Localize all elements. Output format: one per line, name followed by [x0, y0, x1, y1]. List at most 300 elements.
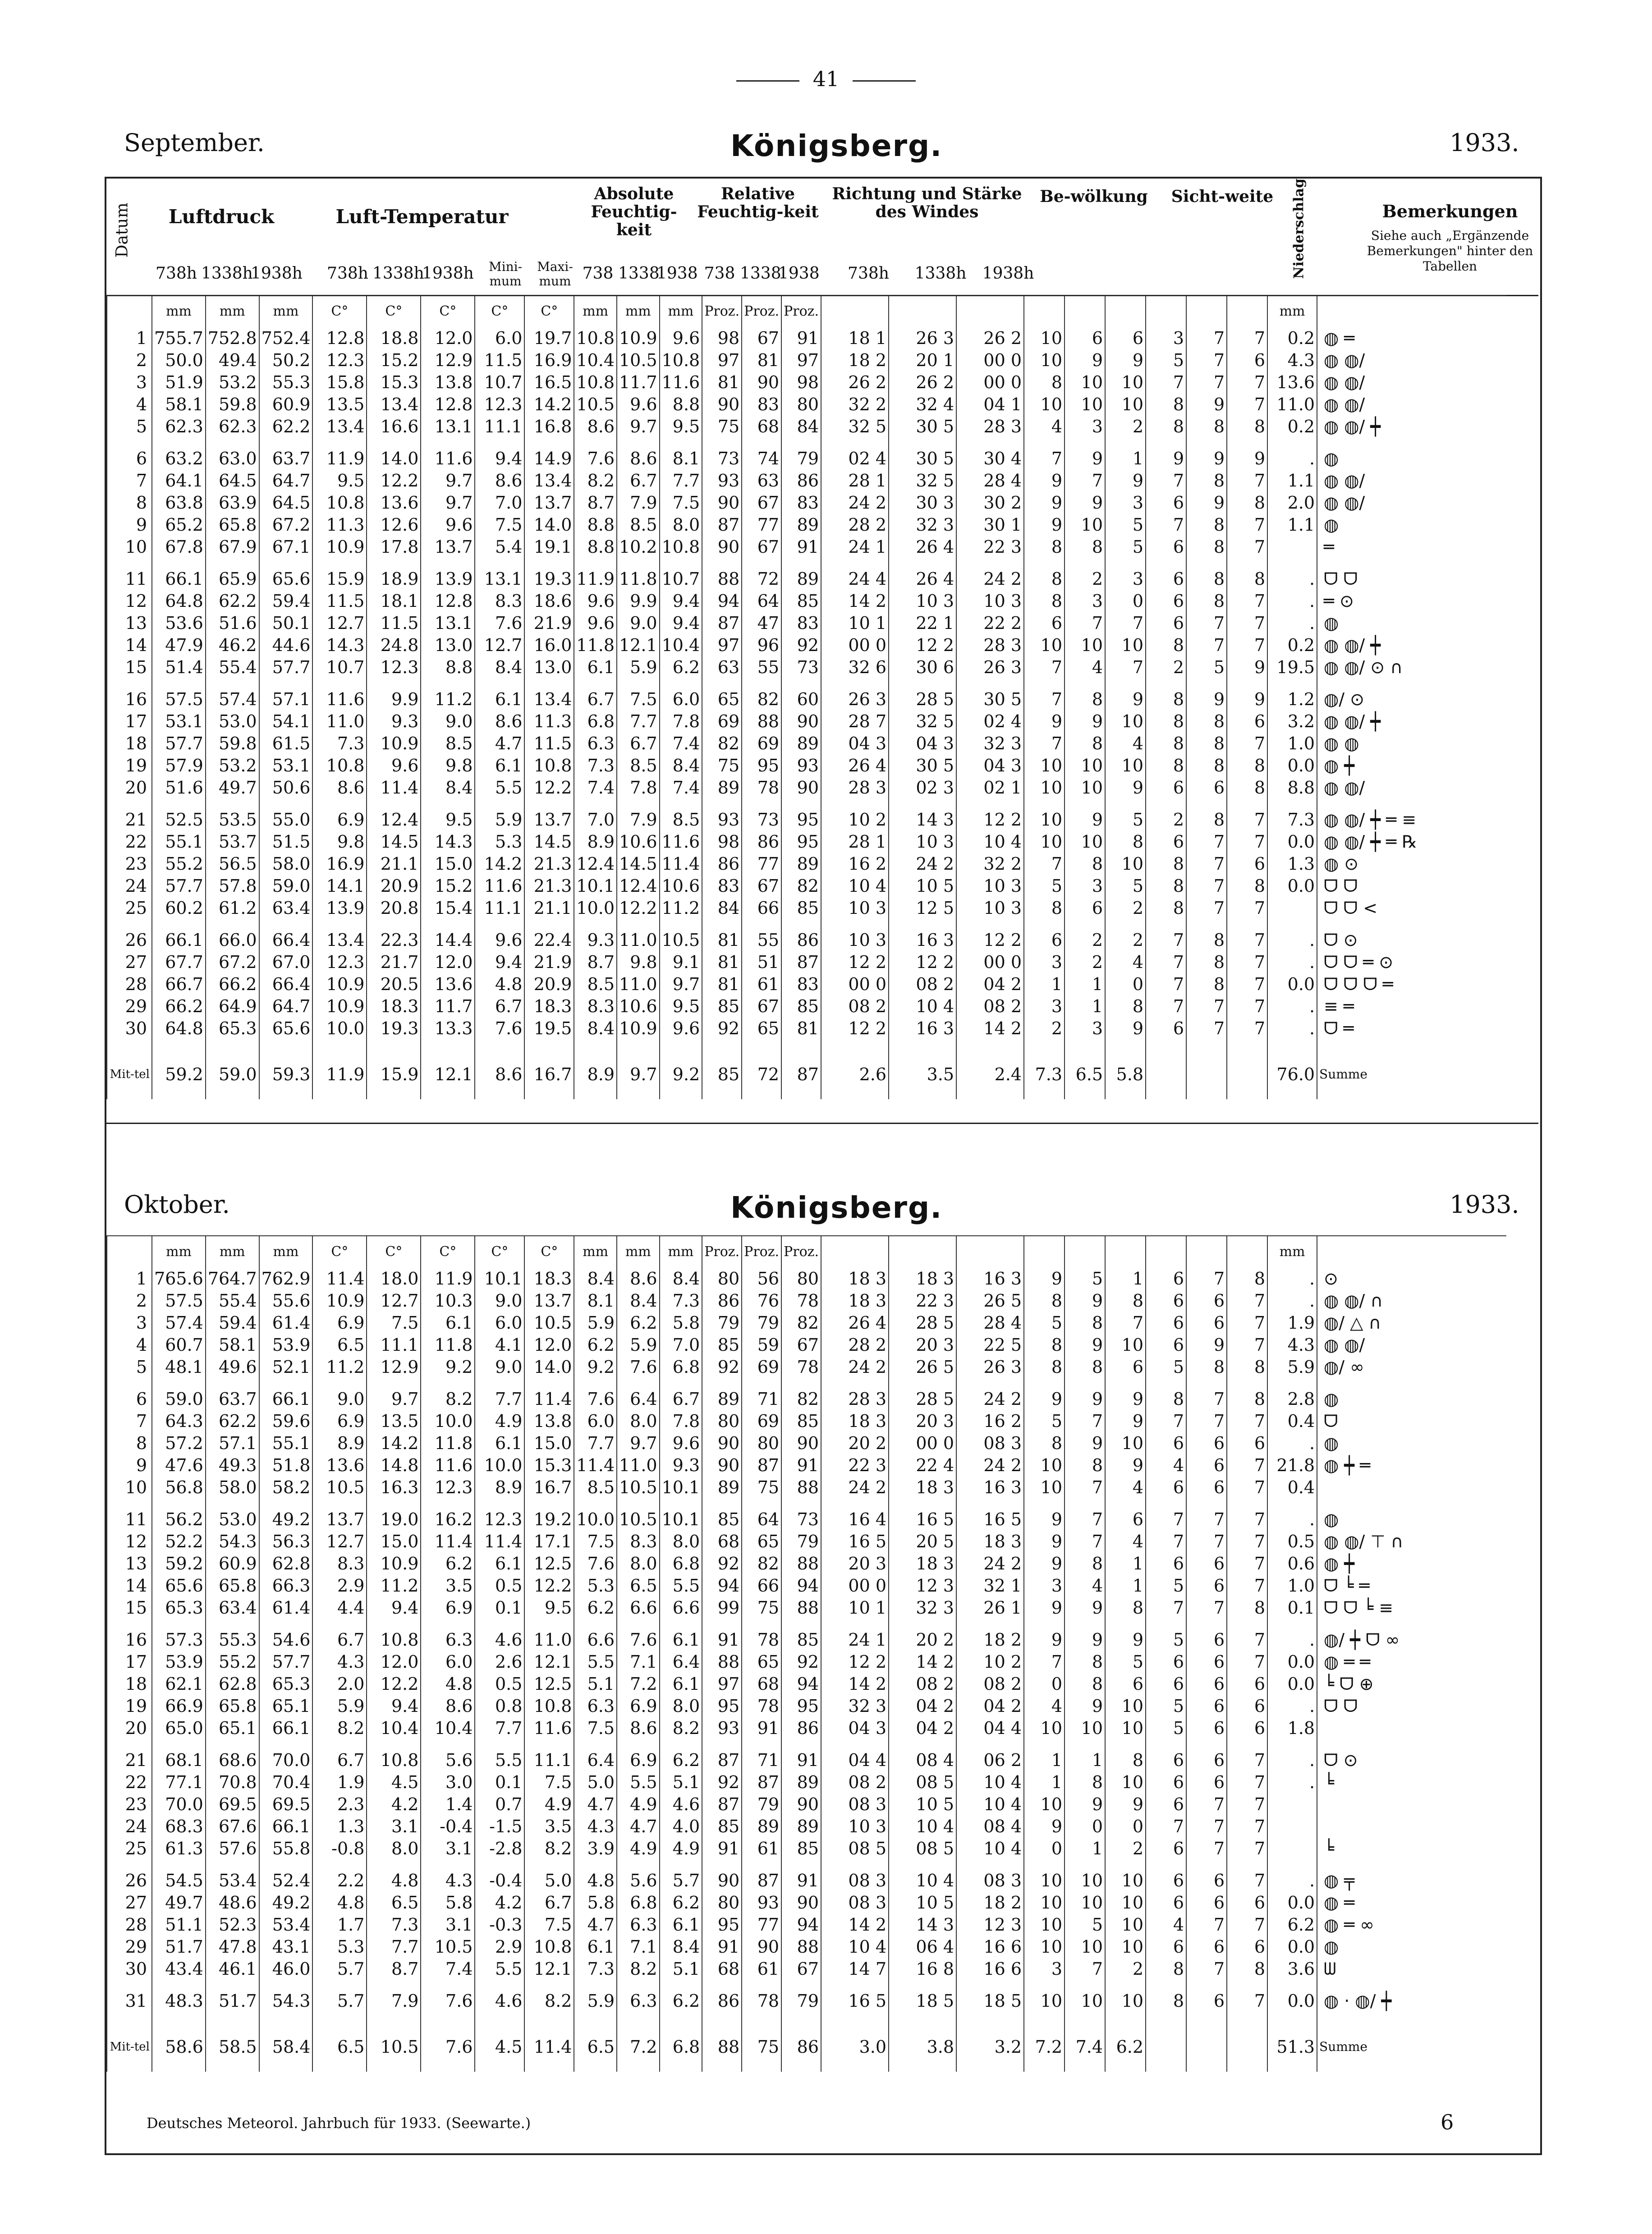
value-cell: 9.5: [524, 1597, 574, 1619]
value-cell: 88: [702, 568, 742, 590]
day-cell: 23: [107, 853, 152, 875]
value-cell: 11.7: [421, 995, 475, 1018]
group-spacer: [107, 438, 1506, 448]
value-cell: 22 3: [821, 1454, 889, 1477]
value-cell: 10: [1065, 372, 1105, 394]
value-cell: 55.3: [259, 372, 313, 394]
value-cell: 2: [1146, 656, 1186, 679]
value-cell: 11.5: [475, 349, 524, 372]
sub-rel-1938: 1938: [778, 264, 820, 283]
unit-cell: [821, 1236, 889, 1268]
value-cell: 9.4: [367, 1597, 421, 1619]
value-cell: 7: [1146, 1531, 1186, 1553]
value-cell: 61: [742, 973, 781, 995]
value-cell: 00 0: [821, 973, 889, 995]
september-table: [106, 295, 1506, 1099]
value-cell: 24.8: [367, 634, 421, 656]
value-cell: 8.2: [574, 470, 617, 492]
value-cell: 8.5: [617, 514, 660, 536]
value-cell: 47.8: [206, 1936, 259, 1958]
value-cell: 61.4: [259, 1597, 313, 1619]
value-cell: 80: [702, 1410, 742, 1432]
value-cell: 7.4: [660, 733, 702, 755]
table-row: [107, 1794, 1506, 1816]
value-cell: 9: [1065, 1388, 1105, 1410]
value-cell: .: [1267, 590, 1317, 612]
table-row: [107, 1553, 1506, 1575]
value-cell: 18.3: [367, 995, 421, 1018]
value-cell: 6.7: [617, 470, 660, 492]
value-cell: 0.2: [1267, 327, 1317, 349]
value-cell: 10: [1065, 1717, 1105, 1739]
value-cell: 7: [1186, 1268, 1227, 1290]
value-cell: 0.8: [475, 1695, 524, 1717]
value-cell: 10.8: [574, 372, 617, 394]
value-cell: 7: [1227, 1838, 1267, 1860]
value-cell: 8.4: [475, 656, 524, 679]
value-cell: 9: [1105, 688, 1146, 711]
value-cell: 8.0: [660, 1531, 702, 1553]
value-cell: 8.6: [574, 416, 617, 438]
value-cell: 59: [742, 1334, 781, 1356]
value-cell: 2: [1105, 897, 1146, 919]
table-row: [107, 875, 1506, 897]
value-cell: 6.5: [312, 1334, 367, 1356]
value-cell: 5.1: [574, 1673, 617, 1695]
value-cell: 9: [1186, 448, 1227, 470]
value-cell: 59.2: [152, 1553, 206, 1575]
value-cell: 5.9: [475, 809, 524, 831]
day-cell: 28: [107, 973, 152, 995]
value-cell: 90: [702, 1454, 742, 1477]
value-cell: 10.7: [475, 372, 524, 394]
value-cell: 8: [1227, 1356, 1267, 1378]
value-cell: 08 4: [956, 1816, 1024, 1838]
table-row: [107, 1870, 1506, 1892]
unit-cell: C°: [524, 295, 574, 327]
value-cell: 10.8: [574, 327, 617, 349]
mean-value: [1146, 1050, 1186, 1099]
value-cell: 8.5: [660, 809, 702, 831]
value-cell: 15.3: [524, 1454, 574, 1477]
value-cell: 57.2: [152, 1432, 206, 1454]
value-cell: 90: [742, 372, 781, 394]
value-cell: 14.8: [367, 1454, 421, 1477]
col-abs-feucht: Absolute Feuchtig-keit: [591, 184, 677, 239]
value-cell: 63.8: [152, 492, 206, 514]
value-cell: 65.3: [259, 1673, 313, 1695]
sub-abs-1338: 1338: [618, 264, 660, 283]
value-cell: 55.3: [206, 1629, 259, 1651]
value-cell: 8: [1146, 875, 1186, 897]
value-cell: 9.8: [312, 831, 367, 853]
value-cell: 10.1: [475, 1268, 524, 1290]
value-cell: 9: [1024, 1388, 1065, 1410]
value-cell: 10 4: [956, 1794, 1024, 1816]
value-cell: 6: [1186, 1312, 1227, 1334]
value-cell: 7: [1227, 1816, 1267, 1838]
value-cell: 7.4: [574, 777, 617, 799]
value-cell: 10: [1105, 1717, 1146, 1739]
value-cell: 9: [1105, 1629, 1146, 1651]
value-cell: 12.3: [367, 656, 421, 679]
value-cell: 11.3: [524, 711, 574, 733]
value-cell: 65.9: [206, 568, 259, 590]
value-cell: 7.5: [475, 514, 524, 536]
value-cell: 10: [1105, 372, 1146, 394]
value-cell: 80: [742, 1432, 781, 1454]
value-cell: 8: [1227, 755, 1267, 777]
value-cell: 00 0: [956, 372, 1024, 394]
value-cell: 8: [1105, 995, 1146, 1018]
value-cell: 1.9: [312, 1771, 367, 1794]
value-cell: 90: [702, 394, 742, 416]
table-row: [107, 1914, 1506, 1936]
value-cell: 97: [702, 349, 742, 372]
value-cell: 13.8: [421, 372, 475, 394]
remark-cell: ᗜ ⊙: [1317, 1749, 1506, 1771]
value-cell: 11.2: [367, 1575, 421, 1597]
value-cell: 6.1: [660, 1914, 702, 1936]
value-cell: 10: [1105, 755, 1146, 777]
value-cell: 7: [1024, 1651, 1065, 1673]
day-cell: 28: [107, 1914, 152, 1936]
value-cell: 32 6: [821, 656, 889, 679]
value-cell: 2: [1105, 1958, 1146, 1980]
value-cell: 6.7: [574, 688, 617, 711]
value-cell: 7: [1227, 951, 1267, 973]
table-row: [107, 1531, 1506, 1553]
value-cell: 10: [1024, 327, 1065, 349]
value-cell: 8: [1065, 1454, 1105, 1477]
value-cell: 9.3: [367, 711, 421, 733]
sub-temp-1338h: 1338h: [372, 264, 424, 283]
remark-cell: ═: [1317, 536, 1506, 558]
value-cell: 9.5: [312, 470, 367, 492]
value-cell: 8: [1105, 1290, 1146, 1312]
value-cell: 10 4: [956, 1771, 1024, 1794]
value-cell: 18.3: [524, 1268, 574, 1290]
value-cell: 9.0: [475, 1356, 524, 1378]
value-cell: 8.6: [617, 448, 660, 470]
value-cell: 20.9: [367, 875, 421, 897]
value-cell: 90: [781, 1432, 821, 1454]
value-cell: 8: [1146, 634, 1186, 656]
value-cell: 0.0: [1267, 755, 1317, 777]
value-cell: .: [1267, 1432, 1317, 1454]
mean-value: 6.5: [1065, 1050, 1105, 1099]
value-cell: 59.6: [259, 1410, 313, 1432]
value-cell: 16 2: [821, 853, 889, 875]
value-cell: 7: [1024, 656, 1065, 679]
value-cell: 2.9: [475, 1936, 524, 1958]
value-cell: 91: [781, 1454, 821, 1477]
value-cell: 8: [1024, 568, 1065, 590]
value-cell: 10.1: [660, 1477, 702, 1499]
value-cell: 8.8: [574, 536, 617, 558]
value-cell: 16.6: [367, 416, 421, 438]
value-cell: 3: [1065, 875, 1105, 897]
value-cell: 22 2: [956, 612, 1024, 634]
value-cell: 9.8: [421, 755, 475, 777]
value-cell: 26 2: [821, 372, 889, 394]
value-cell: 5: [1146, 1575, 1186, 1597]
value-cell: 32 3: [889, 514, 956, 536]
value-cell: 70.4: [259, 1771, 313, 1794]
value-cell: 5.6: [617, 1870, 660, 1892]
unit-cell: [1065, 1236, 1105, 1268]
value-cell: 10.9: [312, 536, 367, 558]
day-cell: 29: [107, 1936, 152, 1958]
value-cell: 12.3: [312, 951, 367, 973]
day-cell: 19: [107, 1695, 152, 1717]
value-cell: 18 3: [889, 1268, 956, 1290]
value-cell: 10: [1024, 1454, 1065, 1477]
value-cell: 79: [702, 1312, 742, 1334]
value-cell: 9.5: [660, 995, 702, 1018]
value-cell: 83: [781, 612, 821, 634]
value-cell: 57.7: [152, 875, 206, 897]
day-cell: 19: [107, 755, 152, 777]
value-cell: 8.4: [574, 1268, 617, 1290]
value-cell: 97: [702, 634, 742, 656]
value-cell: 7.0: [475, 492, 524, 514]
value-cell: 56.8: [152, 1477, 206, 1499]
value-cell: [1267, 1794, 1317, 1816]
mean-value: 59.0: [206, 1050, 259, 1099]
mean-value: 86: [781, 2022, 821, 2072]
value-cell: 7: [1024, 733, 1065, 755]
value-cell: 2: [1065, 951, 1105, 973]
value-cell: 7.5: [524, 1771, 574, 1794]
value-cell: 56.5: [206, 853, 259, 875]
value-cell: 79: [781, 448, 821, 470]
value-cell: 6: [1186, 777, 1227, 799]
unit-cell: C°: [367, 1236, 421, 1268]
value-cell: 9: [1065, 1629, 1105, 1651]
value-cell: 8: [1024, 590, 1065, 612]
value-cell: 66: [742, 897, 781, 919]
unit-cell: [1186, 295, 1227, 327]
value-cell: 24 1: [821, 1629, 889, 1651]
value-cell: 3: [1065, 416, 1105, 438]
value-cell: 8.8: [660, 394, 702, 416]
value-cell: 02 4: [956, 711, 1024, 733]
value-cell: 14.4: [421, 929, 475, 951]
value-cell: 9.6: [574, 612, 617, 634]
value-cell: 16 5: [956, 1509, 1024, 1531]
value-cell: 67.1: [259, 536, 313, 558]
value-cell: 12.4: [367, 809, 421, 831]
value-cell: 8.9: [475, 1477, 524, 1499]
value-cell: 6: [1227, 1892, 1267, 1914]
value-cell: 28 3: [956, 634, 1024, 656]
remark-cell: ◍ ═: [1317, 1892, 1506, 1914]
mean-value: 3.8: [889, 2022, 956, 2072]
value-cell: 4.3: [574, 1816, 617, 1838]
value-cell: 64: [742, 590, 781, 612]
value-cell: 10 1: [821, 1597, 889, 1619]
table-row: [107, 1356, 1506, 1378]
value-cell: 10 3: [956, 875, 1024, 897]
value-cell: 90: [742, 1936, 781, 1958]
value-cell: 66.1: [259, 1388, 313, 1410]
value-cell: 11.8: [421, 1432, 475, 1454]
value-cell: 26 2: [956, 327, 1024, 349]
value-cell: 6: [1186, 1575, 1227, 1597]
value-cell: 762.9: [259, 1268, 313, 1290]
value-cell: 65.8: [206, 1575, 259, 1597]
precip-sum: 76.0: [1267, 1050, 1317, 1099]
value-cell: 7: [1065, 612, 1105, 634]
unit-cell: C°: [312, 1236, 367, 1268]
value-cell: 7: [1186, 1410, 1227, 1432]
value-cell: [1267, 1816, 1317, 1838]
value-cell: 11.4: [574, 1454, 617, 1477]
value-cell: 7: [1065, 1410, 1105, 1432]
value-cell: 8.6: [475, 711, 524, 733]
value-cell: 19.3: [524, 568, 574, 590]
value-cell: 89: [781, 568, 821, 590]
value-cell: 14.2: [475, 853, 524, 875]
value-cell: 54.6: [259, 1629, 313, 1651]
sub-rel-738: 738: [704, 264, 735, 283]
value-cell: 69: [702, 711, 742, 733]
value-cell: 88: [781, 1597, 821, 1619]
value-cell: 10.7: [660, 568, 702, 590]
value-cell: 7: [1186, 1388, 1227, 1410]
value-cell: 9: [1065, 1794, 1105, 1816]
value-cell: 6.3: [421, 1629, 475, 1651]
value-cell: 69.5: [206, 1794, 259, 1816]
value-cell: 72: [742, 568, 781, 590]
value-cell: 8: [1186, 755, 1227, 777]
value-cell: 3: [1065, 590, 1105, 612]
value-cell: 60.7: [152, 1334, 206, 1356]
footer-sheet-number: 6: [1441, 2110, 1454, 2134]
value-cell: 83: [742, 394, 781, 416]
day-cell: 25: [107, 897, 152, 919]
value-cell: 6.1: [574, 1936, 617, 1958]
value-cell: 90: [781, 711, 821, 733]
value-cell: 66.4: [259, 973, 313, 995]
value-cell: 5: [1146, 1629, 1186, 1651]
value-cell: 6.8: [660, 1356, 702, 1378]
value-cell: 8.8: [574, 514, 617, 536]
value-cell: 9.9: [617, 590, 660, 612]
value-cell: 18 2: [956, 1892, 1024, 1914]
remark-cell: [1317, 1717, 1506, 1739]
value-cell: 14.5: [617, 853, 660, 875]
value-cell: [1267, 1838, 1317, 1860]
value-cell: 10: [1065, 394, 1105, 416]
value-cell: 5.9: [574, 1312, 617, 1334]
value-cell: 8.2: [421, 1388, 475, 1410]
value-cell: 04 3: [956, 755, 1024, 777]
value-cell: 10.0: [574, 897, 617, 919]
value-cell: 7.2: [617, 1673, 660, 1695]
value-cell: 19.0: [367, 1509, 421, 1531]
value-cell: 10: [1105, 1771, 1146, 1794]
value-cell: 1.1: [1267, 470, 1317, 492]
value-cell: 8: [1105, 1749, 1146, 1771]
value-cell: 2: [1146, 809, 1186, 831]
remark-cell: ◍ ╤: [1317, 1870, 1506, 1892]
value-cell: 92: [702, 1553, 742, 1575]
october-table: [106, 1235, 1506, 2072]
value-cell: 50.1: [259, 612, 313, 634]
value-cell: 51.6: [206, 612, 259, 634]
value-cell: 1.3: [1267, 853, 1317, 875]
unit-cell: Proz.: [781, 1236, 821, 1268]
value-cell: 63.7: [206, 1388, 259, 1410]
value-cell: 5.0: [574, 1771, 617, 1794]
value-cell: 76: [742, 1290, 781, 1312]
mean-value: 72: [742, 1050, 781, 1099]
value-cell: 00 0: [821, 634, 889, 656]
value-cell: 67: [781, 1958, 821, 1980]
value-cell: 10 4: [889, 1816, 956, 1838]
value-cell: 22 1: [889, 612, 956, 634]
value-cell: 88: [781, 1936, 821, 1958]
value-cell: 8.1: [574, 1290, 617, 1312]
value-cell: 15.3: [367, 372, 421, 394]
value-cell: 8.0: [617, 1410, 660, 1432]
value-cell: 2: [1105, 416, 1146, 438]
value-cell: 0.2: [1267, 634, 1317, 656]
value-cell: 12.5: [524, 1553, 574, 1575]
unit-cell: mm: [574, 295, 617, 327]
value-cell: 13.7: [524, 492, 574, 514]
value-cell: 82: [781, 1388, 821, 1410]
value-cell: 6: [1186, 1771, 1227, 1794]
value-cell: 7.7: [660, 470, 702, 492]
value-cell: 7.8: [660, 711, 702, 733]
remark-cell: ◍ ═ ∞: [1317, 1914, 1506, 1936]
value-cell: 6.1: [475, 755, 524, 777]
value-cell: 82: [781, 1312, 821, 1334]
sub-1938h: 1938h: [251, 264, 303, 283]
value-cell: .: [1267, 995, 1317, 1018]
value-cell: 3.9: [574, 1838, 617, 1860]
value-cell: 57.3: [152, 1629, 206, 1651]
mean-value: 7.2: [617, 2022, 660, 2072]
value-cell: 66.2: [206, 973, 259, 995]
value-cell: 26 4: [821, 1312, 889, 1334]
value-cell: 9: [1065, 349, 1105, 372]
value-cell: 8: [1024, 1334, 1065, 1356]
table-row: [107, 1312, 1506, 1334]
value-cell: 62.8: [259, 1553, 313, 1575]
value-cell: 18 3: [889, 1477, 956, 1499]
value-cell: 10 3: [956, 897, 1024, 919]
value-cell: 9.7: [660, 973, 702, 995]
value-cell: 4.8: [367, 1870, 421, 1892]
value-cell: 66.1: [259, 1717, 313, 1739]
value-cell: 59.8: [206, 394, 259, 416]
value-cell: 11.9: [312, 448, 367, 470]
remark-cell: ◍ ◍/ ┿: [1317, 416, 1506, 438]
value-cell: 99: [702, 1597, 742, 1619]
value-cell: 1.9: [1267, 1312, 1317, 1334]
value-cell: 8.2: [524, 1990, 574, 2012]
value-cell: 85: [702, 1334, 742, 1356]
value-cell: 7.5: [660, 492, 702, 514]
value-cell: 89: [781, 733, 821, 755]
value-cell: 85: [781, 897, 821, 919]
value-cell: 7: [1146, 929, 1186, 951]
value-cell: 11.5: [367, 612, 421, 634]
